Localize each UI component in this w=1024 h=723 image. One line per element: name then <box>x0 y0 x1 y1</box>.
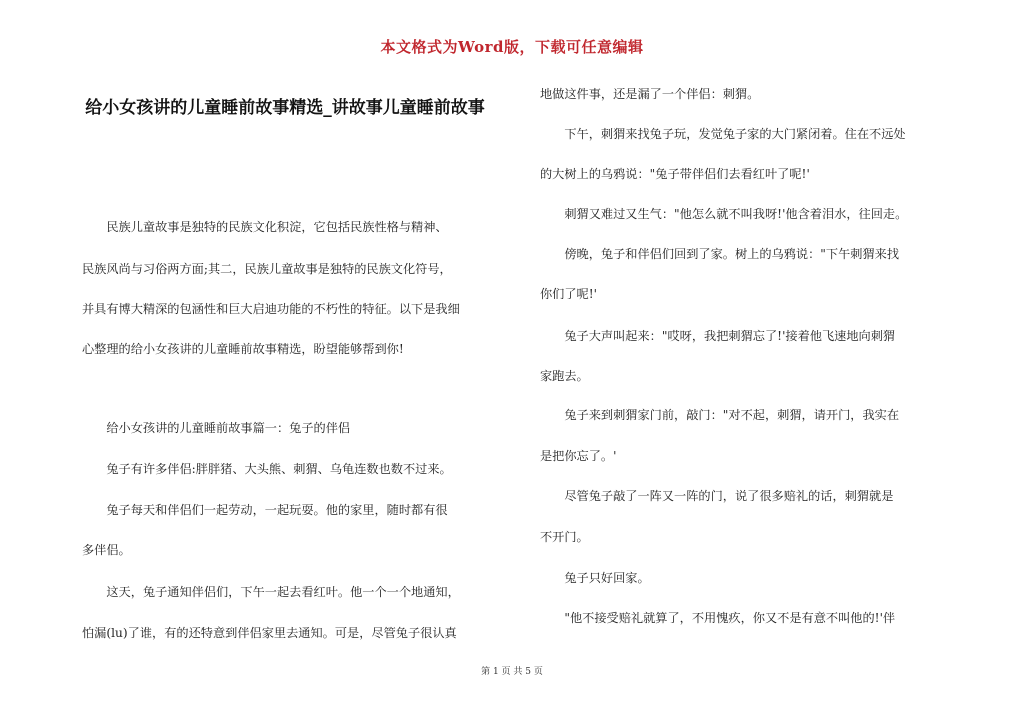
right-paragraph-1-line-2: 的大树上的乌鸦说："兔子带伴侣们去看红叶了呢!' <box>540 167 810 181</box>
right-paragraph-4-line-1: 兔子大声叫起来："哎呀，我把刺猬忘了!'接着他飞速地向刺猬 <box>540 329 896 343</box>
paragraph-3-line-1: 这天，兔子通知伴侣们，下午一起去看红叶。他一个一个地通知， <box>82 585 460 599</box>
page-number: 第 1 页 共 5 页 <box>481 667 543 677</box>
paragraph-3-line-2: 怕漏(lu)了谁，有的还特意到伴侣家里去通知。可是，尽管兔子很认真 <box>82 626 457 640</box>
intro-line-1: 民族儿童故事是独特的民族文化积淀，它包括民族性格与精神、 <box>82 220 448 234</box>
right-paragraph-5-line-2: 是把你忘了。' <box>540 449 617 463</box>
edit-banner: 本文格式为Word版，下载可任意编辑 <box>380 38 644 56</box>
right-paragraph-5-line-1: 兔子来到刺猬家门前，敲门："对不起，刺猬，请开门，我实在 <box>540 408 900 422</box>
paragraph-2-line-2: 多伴侣。 <box>82 543 131 557</box>
right-paragraph-3-line-2: 你们了呢!' <box>540 287 597 301</box>
right-paragraph-6-line-1: 尽管兔子敲了一阵又一阵的门，说了很多赔礼的话，刺猬就是 <box>540 489 894 503</box>
right-paragraph-2: 刺猬又难过又生气："他怎么就不叫我呀!'他含着泪水，往回走。 <box>540 207 908 221</box>
intro-line-4: 心整理的给小女孩讲的儿童睡前故事精选，盼望能够帮到你! <box>82 342 404 356</box>
paragraph-2-line-1: 兔子每天和伴侣们一起劳动，一起玩耍。他的家里，随时都有很 <box>82 503 448 517</box>
right-paragraph-8: "他不接受赔礼就算了，不用愧疚，你又不是有意不叫他的!'伴 <box>540 611 896 625</box>
right-paragraph-3-line-1: 傍晚，兔子和伴侣们回到了家。树上的乌鸦说："下午刺猬来找 <box>540 247 900 261</box>
right-line-continuation: 地做这件事，还是漏了一个伴侣：刺猬。 <box>540 87 760 101</box>
intro-line-3: 并具有博大精深的包涵性和巨大启迪功能的不朽性的特征。以下是我细 <box>82 302 460 316</box>
document-title: 给小女孩讲的儿童睡前故事精选_讲故事儿童睡前故事 <box>85 98 485 118</box>
right-paragraph-4-line-2: 家跑去。 <box>540 369 589 383</box>
right-paragraph-1-line-1: 下午，刺猬来找兔子玩，发觉兔子家的大门紧闭着。住在不远处 <box>540 127 906 141</box>
paragraph-1: 兔子有许多伴侣:胖胖猪、大头熊、刺猬、乌龟连数也数不过来。 <box>82 462 452 476</box>
intro-line-2: 民族风尚与习俗两方面;其二，民族儿童故事是独特的民族文化符号， <box>82 262 452 276</box>
right-paragraph-7: 兔子只好回家。 <box>540 571 650 585</box>
story-heading: 给小女孩讲的儿童睡前故事篇一：兔子的伴侣 <box>82 421 351 435</box>
right-paragraph-6-line-2: 不开门。 <box>540 530 589 544</box>
